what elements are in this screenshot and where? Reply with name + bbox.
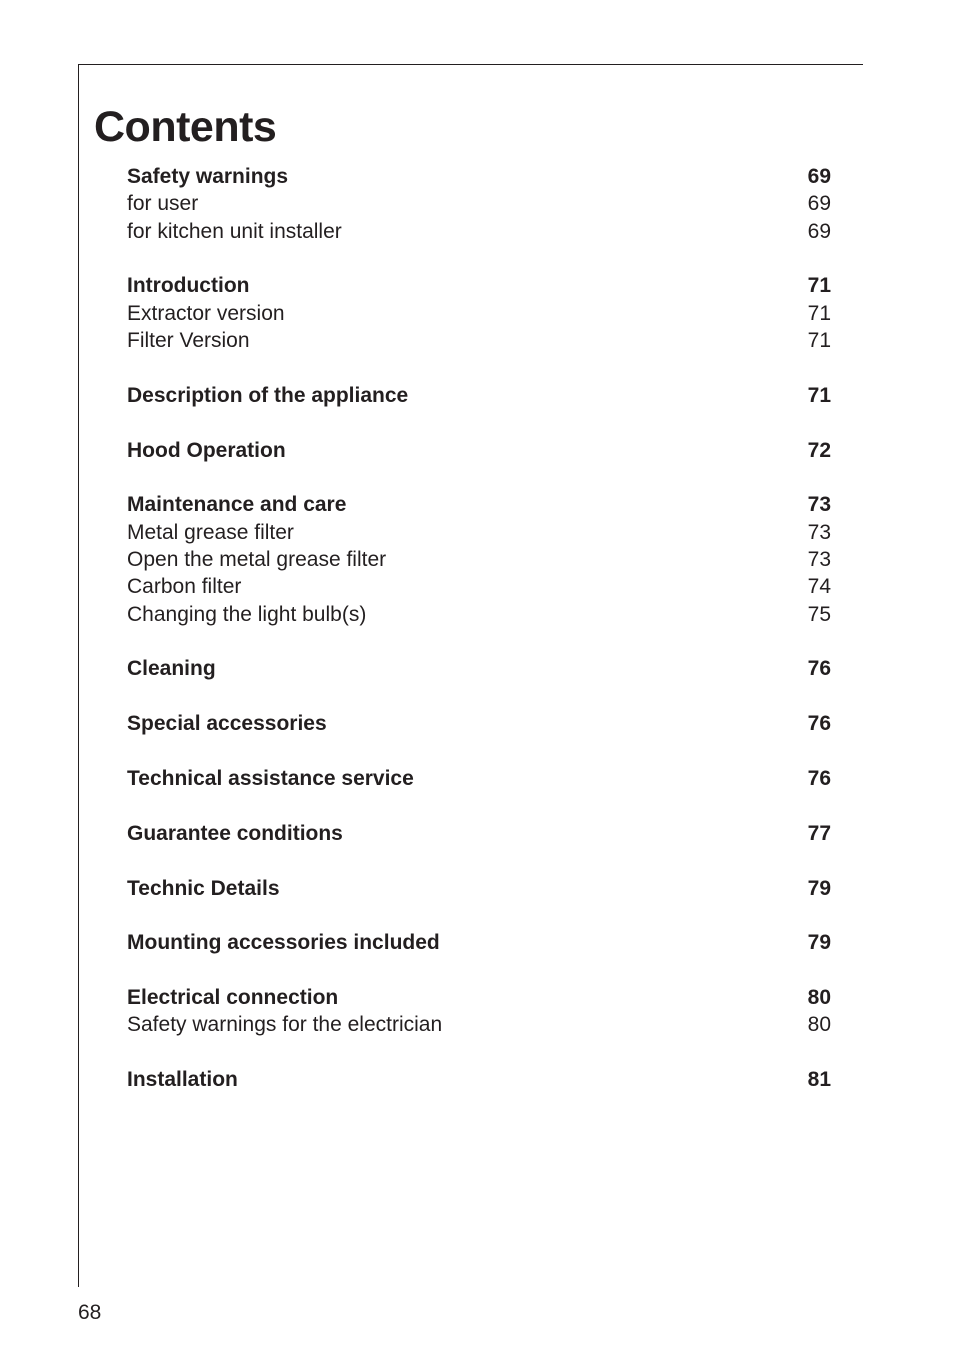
page-number: 68 bbox=[78, 1301, 102, 1324]
toc-subitem-row[interactable] bbox=[127, 573, 831, 600]
toc-subitem-row[interactable] bbox=[127, 300, 831, 327]
toc-section bbox=[127, 820, 831, 847]
toc-entry-label: Maintenance and care bbox=[127, 493, 347, 517]
toc-entry-page: 79 bbox=[807, 876, 831, 900]
toc-entry-page: 76 bbox=[807, 712, 831, 736]
toc-heading-row[interactable] bbox=[127, 655, 831, 682]
table-of-contents bbox=[127, 163, 831, 1121]
toc-entry-label: Filter Version bbox=[127, 328, 250, 352]
toc-entry-label: Cleaning bbox=[127, 657, 216, 681]
toc-heading-row[interactable] bbox=[127, 163, 831, 190]
toc-entry-label: Technic Details bbox=[127, 876, 280, 900]
toc-entry-label: Extractor version bbox=[127, 301, 285, 325]
toc-entry-page: 76 bbox=[807, 657, 831, 681]
toc-heading-row[interactable] bbox=[127, 710, 831, 737]
toc-section bbox=[127, 765, 831, 792]
toc-entry-page: 73 bbox=[807, 547, 831, 571]
toc-entry-page: 80 bbox=[807, 1013, 831, 1037]
toc-entry-label: Hood Operation bbox=[127, 438, 286, 462]
toc-entry-page: 74 bbox=[807, 575, 831, 599]
toc-entry-label: Mounting accessories included bbox=[127, 931, 440, 955]
toc-entry-label: Description of the appliance bbox=[127, 383, 409, 407]
toc-section bbox=[127, 655, 831, 682]
toc-entry-page: 80 bbox=[807, 986, 831, 1010]
toc-section bbox=[127, 984, 831, 1039]
toc-entry-label: Metal grease filter bbox=[127, 520, 294, 544]
toc-heading-row[interactable] bbox=[127, 984, 831, 1011]
toc-heading-row[interactable] bbox=[127, 820, 831, 847]
toc-subitem-row[interactable] bbox=[127, 190, 831, 217]
toc-entry-page: 69 bbox=[807, 165, 831, 188]
toc-section bbox=[127, 710, 831, 737]
toc-entry-label: Installation bbox=[127, 1068, 238, 1092]
toc-heading-row[interactable] bbox=[127, 491, 831, 518]
toc-entry-label: Technical assistance service bbox=[127, 766, 414, 790]
toc-entry-label: Open the metal grease filter bbox=[127, 547, 387, 571]
toc-subitem-row[interactable] bbox=[127, 327, 831, 354]
toc-subitem-row[interactable] bbox=[127, 1011, 831, 1038]
toc-entry-label: Special accessories bbox=[127, 712, 327, 736]
toc-entry-page: 69 bbox=[807, 219, 831, 243]
left-rule bbox=[78, 64, 79, 1287]
toc-heading-row[interactable] bbox=[127, 272, 831, 299]
toc-entry-page: 81 bbox=[807, 1068, 831, 1092]
toc-subitem-row[interactable] bbox=[127, 519, 831, 546]
toc-heading-row[interactable] bbox=[127, 382, 831, 409]
top-rule bbox=[78, 64, 863, 65]
toc-entry-page: 73 bbox=[807, 493, 831, 517]
toc-entry-page: 71 bbox=[807, 328, 831, 352]
toc-entry-page: 79 bbox=[807, 931, 831, 955]
toc-entry-page: 71 bbox=[807, 383, 831, 407]
toc-entry-page: 75 bbox=[807, 602, 831, 626]
toc-entry-label: for user bbox=[127, 192, 199, 216]
toc-subitem-row[interactable] bbox=[127, 218, 831, 245]
toc-subitem-row[interactable] bbox=[127, 601, 831, 628]
toc-section bbox=[127, 163, 831, 245]
toc-entry-page: 71 bbox=[807, 274, 831, 298]
toc-section bbox=[127, 491, 831, 627]
toc-entry-label: Safety warnings bbox=[127, 165, 289, 188]
toc-entry-label: Electrical connection bbox=[127, 986, 339, 1010]
toc-entry-page: 77 bbox=[807, 821, 831, 845]
toc-heading-row[interactable] bbox=[127, 437, 831, 464]
toc-heading-row[interactable] bbox=[127, 875, 831, 902]
toc-subitem-row[interactable] bbox=[127, 546, 831, 573]
toc-entry-page: 72 bbox=[807, 438, 831, 462]
toc-section bbox=[127, 1066, 831, 1093]
toc-entry-label: Guarantee conditions bbox=[127, 821, 343, 845]
toc-heading-row[interactable] bbox=[127, 765, 831, 792]
toc-section bbox=[127, 382, 831, 409]
toc-entry-page: 71 bbox=[807, 301, 831, 325]
toc-entry-page: 76 bbox=[807, 766, 831, 790]
toc-entry-label: Carbon filter bbox=[127, 575, 242, 599]
toc-section bbox=[127, 272, 831, 354]
toc-entry-label: Changing the light bulb(s) bbox=[127, 602, 367, 626]
toc-entry-page: 69 bbox=[807, 192, 831, 216]
toc-entry-label: Introduction bbox=[127, 274, 250, 298]
toc-section bbox=[127, 875, 831, 902]
page-title: Contents bbox=[94, 103, 277, 151]
toc-heading-row[interactable] bbox=[127, 929, 831, 956]
toc-entry-page: 73 bbox=[807, 520, 831, 544]
toc-section bbox=[127, 929, 831, 956]
toc-heading-row[interactable] bbox=[127, 1066, 831, 1093]
toc-entry-label: for kitchen unit installer bbox=[127, 219, 342, 243]
toc-entry-label: Safety warnings for the electrician bbox=[127, 1013, 443, 1037]
toc-section bbox=[127, 437, 831, 464]
